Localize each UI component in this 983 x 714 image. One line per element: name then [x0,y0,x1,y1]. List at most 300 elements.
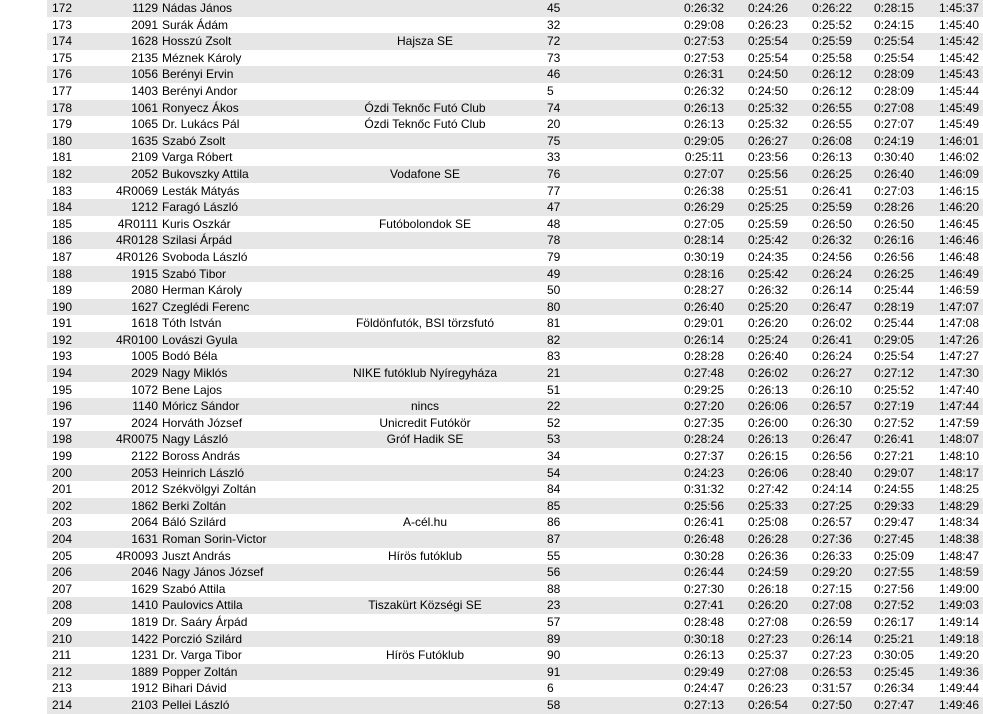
split-2-cell: 0:25:42 [724,232,788,249]
bib-number-cell: 1915 [88,266,158,283]
bib-number-cell: 4R0111 [88,216,158,233]
split-4-cell: 0:25:09 [852,548,914,565]
split-3-cell: 0:25:59 [788,199,852,216]
split-2-cell: 0:25:20 [724,299,788,316]
split-4-cell: 0:28:26 [852,199,914,216]
runner-name-cell: Lesták Mátyás [158,183,325,200]
split-1-cell: 0:27:05 [672,216,724,233]
table-row [47,597,983,614]
bib-number-cell: 1065 [88,116,158,133]
total-time-cell: 1:49:03 [914,597,983,614]
club-cell [325,0,525,17]
runner-name-cell: Berényi Andor [158,83,325,100]
position-cell: 210 [47,631,88,648]
bib-number-cell: 4R0075 [88,431,158,448]
position-cell: 201 [47,481,88,498]
total-time-cell: 1:46:59 [914,282,983,299]
split-2-cell: 0:25:56 [724,166,788,183]
category-rank-cell: 54 [525,465,672,482]
split-2-cell: 0:24:50 [724,66,788,83]
table-row [47,216,983,233]
split-4-cell: 0:26:16 [852,232,914,249]
club-cell [325,531,525,548]
split-4-cell: 0:27:19 [852,398,914,415]
runner-name-cell: Nagy László [158,431,325,448]
split-3-cell: 0:26:30 [788,415,852,432]
table-row [47,0,983,17]
bib-number-cell: 2135 [88,50,158,67]
split-4-cell: 0:24:15 [852,17,914,34]
split-1-cell: 0:31:32 [672,481,724,498]
category-rank-cell: 49 [525,266,672,283]
split-3-cell: 0:26:53 [788,664,852,681]
club-cell [325,498,525,515]
table-row [47,398,983,415]
bib-number-cell: 4R0126 [88,249,158,266]
bib-number-cell: 1629 [88,581,158,598]
bib-number-cell: 1912 [88,680,158,697]
table-row [47,481,983,498]
split-4-cell: 0:27:52 [852,415,914,432]
runner-name-cell: Berki Zoltán [158,498,325,515]
table-row [47,498,983,515]
category-rank-cell: 57 [525,614,672,631]
split-3-cell: 0:27:25 [788,498,852,515]
category-rank-cell: 72 [525,33,672,50]
split-1-cell: 0:24:23 [672,465,724,482]
club-cell [325,83,525,100]
runner-name-cell: Porczió Szilárd [158,631,325,648]
club-cell [325,133,525,150]
split-3-cell: 0:26:57 [788,514,852,531]
split-4-cell: 0:30:05 [852,647,914,664]
split-3-cell: 0:24:56 [788,249,852,266]
total-time-cell: 1:47:07 [914,299,983,316]
split-4-cell: 0:27:21 [852,448,914,465]
split-1-cell: 0:24:47 [672,680,724,697]
split-4-cell: 0:28:09 [852,83,914,100]
runner-name-cell: Ronyecz Ákos [158,100,325,117]
split-4-cell: 0:24:55 [852,481,914,498]
total-time-cell: 1:49:00 [914,581,983,598]
split-3-cell: 0:26:24 [788,348,852,365]
split-1-cell: 0:26:29 [672,199,724,216]
split-4-cell: 0:24:19 [852,133,914,150]
total-time-cell: 1:45:49 [914,116,983,133]
total-time-cell: 1:47:44 [914,398,983,415]
position-cell: 196 [47,398,88,415]
position-cell: 205 [47,548,88,565]
club-cell: Ózdi Teknőc Futó Club [325,116,525,133]
split-1-cell: 0:27:07 [672,166,724,183]
category-rank-cell: 90 [525,647,672,664]
category-rank-cell: 22 [525,398,672,415]
club-cell: nincs [325,398,525,415]
split-2-cell: 0:27:23 [724,631,788,648]
split-2-cell: 0:26:32 [724,282,788,299]
runner-name-cell: Roman Sorin-Victor [158,531,325,548]
split-3-cell: 0:26:47 [788,431,852,448]
club-cell [325,332,525,349]
category-rank-cell: 56 [525,564,672,581]
total-time-cell: 1:49:46 [914,697,983,714]
runner-name-cell: Szabó Tibor [158,266,325,283]
split-3-cell: 0:27:50 [788,697,852,714]
club-cell [325,282,525,299]
bib-number-cell: 1422 [88,631,158,648]
runner-name-cell: Svoboda László [158,249,325,266]
split-2-cell: 0:26:02 [724,365,788,382]
position-cell: 186 [47,232,88,249]
total-time-cell: 1:49:20 [914,647,983,664]
split-4-cell: 0:27:03 [852,183,914,200]
total-time-cell: 1:48:47 [914,548,983,565]
runner-name-cell: Dr. Saáry Árpád [158,614,325,631]
split-4-cell: 0:25:52 [852,382,914,399]
split-3-cell: 0:27:15 [788,581,852,598]
position-cell: 180 [47,133,88,150]
bib-number-cell: 2122 [88,448,158,465]
split-1-cell: 0:26:44 [672,564,724,581]
position-cell: 214 [47,697,88,714]
split-2-cell: 0:24:50 [724,83,788,100]
split-3-cell: 0:26:14 [788,282,852,299]
position-cell: 181 [47,149,88,166]
split-2-cell: 0:25:32 [724,116,788,133]
club-cell: Hírös futóklub [325,548,525,565]
category-rank-cell: 52 [525,415,672,432]
bib-number-cell: 1212 [88,199,158,216]
club-cell [325,481,525,498]
bib-number-cell: 1231 [88,647,158,664]
category-rank-cell: 47 [525,199,672,216]
split-2-cell: 0:26:36 [724,548,788,565]
split-2-cell: 0:26:20 [724,597,788,614]
split-1-cell: 0:28:24 [672,431,724,448]
split-4-cell: 0:26:17 [852,614,914,631]
club-cell [325,382,525,399]
split-4-cell: 0:25:45 [852,664,914,681]
split-3-cell: 0:26:33 [788,548,852,565]
split-1-cell: 0:30:19 [672,249,724,266]
runner-name-cell: Paulovics Attila [158,597,325,614]
club-cell [325,199,525,216]
club-cell [325,564,525,581]
club-cell [325,465,525,482]
split-1-cell: 0:27:30 [672,581,724,598]
split-2-cell: 0:26:06 [724,465,788,482]
split-1-cell: 0:30:18 [672,631,724,648]
club-cell: Hajsza SE [325,33,525,50]
split-4-cell: 0:30:40 [852,149,914,166]
split-4-cell: 0:28:15 [852,0,914,17]
total-time-cell: 1:48:17 [914,465,983,482]
position-cell: 195 [47,382,88,399]
split-1-cell: 0:29:01 [672,315,724,332]
split-2-cell: 0:25:54 [724,50,788,67]
runner-name-cell: Lovászi Gyula [158,332,325,349]
total-time-cell: 1:45:44 [914,83,983,100]
category-rank-cell: 23 [525,597,672,614]
total-time-cell: 1:46:46 [914,232,983,249]
position-cell: 204 [47,531,88,548]
split-4-cell: 0:25:44 [852,315,914,332]
position-cell: 212 [47,664,88,681]
category-rank-cell: 32 [525,17,672,34]
table-row [47,431,983,448]
category-rank-cell: 78 [525,232,672,249]
total-time-cell: 1:49:36 [914,664,983,681]
split-1-cell: 0:26:13 [672,116,724,133]
table-row [47,282,983,299]
category-rank-cell: 82 [525,332,672,349]
table-row [47,548,983,565]
runner-name-cell: Bodó Béla [158,348,325,365]
split-2-cell: 0:24:59 [724,564,788,581]
table-row [47,116,983,133]
club-cell: Hírös Futóklub [325,647,525,664]
split-2-cell: 0:25:54 [724,33,788,50]
club-cell [325,581,525,598]
category-rank-cell: 53 [525,431,672,448]
table-row [47,465,983,482]
split-3-cell: 0:26:24 [788,266,852,283]
split-1-cell: 0:27:53 [672,33,724,50]
runner-name-cell: Bukovszky Attila [158,166,325,183]
split-2-cell: 0:26:13 [724,431,788,448]
runner-name-cell: Faragó László [158,199,325,216]
bib-number-cell: 2012 [88,481,158,498]
split-1-cell: 0:26:48 [672,531,724,548]
runner-name-cell: Móricz Sándor [158,398,325,415]
bib-number-cell: 2109 [88,149,158,166]
position-cell: 213 [47,680,88,697]
category-rank-cell: 50 [525,282,672,299]
split-1-cell: 0:26:41 [672,514,724,531]
bib-number-cell: 1889 [88,664,158,681]
total-time-cell: 1:48:29 [914,498,983,515]
split-1-cell: 0:29:08 [672,17,724,34]
runner-name-cell: Hosszú Zsolt [158,33,325,50]
split-4-cell: 0:25:54 [852,33,914,50]
split-4-cell: 0:27:56 [852,581,914,598]
bib-number-cell: 4R0093 [88,548,158,565]
split-2-cell: 0:26:28 [724,531,788,548]
total-time-cell: 1:46:49 [914,266,983,283]
runner-name-cell: Nagy János József [158,564,325,581]
split-3-cell: 0:26:12 [788,66,852,83]
split-2-cell: 0:25:08 [724,514,788,531]
split-2-cell: 0:25:59 [724,216,788,233]
split-2-cell: 0:23:56 [724,149,788,166]
club-cell: Unicredit Futókör [325,415,525,432]
split-3-cell: 0:26:56 [788,448,852,465]
total-time-cell: 1:47:08 [914,315,983,332]
split-3-cell: 0:27:36 [788,531,852,548]
total-time-cell: 1:45:42 [914,33,983,50]
category-rank-cell: 6 [525,680,672,697]
split-4-cell: 0:26:41 [852,431,914,448]
split-3-cell: 0:26:10 [788,382,852,399]
bib-number-cell: 1129 [88,0,158,17]
runner-name-cell: Varga Róbert [158,149,325,166]
split-4-cell: 0:29:33 [852,498,914,515]
runner-name-cell: Szabó Zsolt [158,133,325,150]
category-rank-cell: 87 [525,531,672,548]
category-rank-cell: 33 [525,149,672,166]
total-time-cell: 1:48:10 [914,448,983,465]
runner-name-cell: Dr. Lukács Pál [158,116,325,133]
table-row [47,83,983,100]
table-row [47,149,983,166]
split-4-cell: 0:28:19 [852,299,914,316]
split-1-cell: 0:26:13 [672,647,724,664]
total-time-cell: 1:46:48 [914,249,983,266]
split-1-cell: 0:26:40 [672,299,724,316]
total-time-cell: 1:46:20 [914,199,983,216]
position-cell: 202 [47,498,88,515]
total-time-cell: 1:49:18 [914,631,983,648]
split-4-cell: 0:27:07 [852,116,914,133]
bib-number-cell: 1627 [88,299,158,316]
position-cell: 183 [47,183,88,200]
bib-number-cell: 1628 [88,33,158,50]
table-row [47,614,983,631]
table-row [47,232,983,249]
split-1-cell: 0:27:20 [672,398,724,415]
bib-number-cell: 1403 [88,83,158,100]
split-2-cell: 0:24:35 [724,249,788,266]
position-cell: 197 [47,415,88,432]
split-3-cell: 0:27:23 [788,647,852,664]
total-time-cell: 1:46:01 [914,133,983,150]
club-cell [325,680,525,697]
split-3-cell: 0:25:58 [788,50,852,67]
total-time-cell: 1:45:43 [914,66,983,83]
bib-number-cell: 2091 [88,17,158,34]
position-cell: 177 [47,83,88,100]
club-cell [325,631,525,648]
split-3-cell: 0:26:47 [788,299,852,316]
split-1-cell: 0:27:37 [672,448,724,465]
split-1-cell: 0:26:38 [672,183,724,200]
split-2-cell: 0:26:00 [724,415,788,432]
table-row [47,564,983,581]
split-1-cell: 0:26:32 [672,83,724,100]
split-3-cell: 0:27:08 [788,597,852,614]
category-rank-cell: 74 [525,100,672,117]
table-row [47,332,983,349]
split-2-cell: 0:26:15 [724,448,788,465]
total-time-cell: 1:48:25 [914,481,983,498]
split-4-cell: 0:25:54 [852,50,914,67]
split-3-cell: 0:28:40 [788,465,852,482]
position-cell: 191 [47,315,88,332]
split-2-cell: 0:26:54 [724,697,788,714]
total-time-cell: 1:45:42 [914,50,983,67]
bib-number-cell: 2064 [88,514,158,531]
total-time-cell: 1:47:40 [914,382,983,399]
split-1-cell: 0:28:28 [672,348,724,365]
category-rank-cell: 91 [525,664,672,681]
club-cell [325,249,525,266]
split-1-cell: 0:30:28 [672,548,724,565]
split-4-cell: 0:29:47 [852,514,914,531]
club-cell [325,697,525,714]
split-2-cell: 0:26:18 [724,581,788,598]
split-2-cell: 0:24:26 [724,0,788,17]
table-row [47,183,983,200]
runner-name-cell: Juszt András [158,548,325,565]
split-3-cell: 0:29:20 [788,564,852,581]
split-2-cell: 0:26:23 [724,680,788,697]
split-3-cell: 0:26:12 [788,83,852,100]
position-cell: 184 [47,199,88,216]
category-rank-cell: 58 [525,697,672,714]
total-time-cell: 1:48:38 [914,531,983,548]
table-row [47,647,983,664]
split-1-cell: 0:29:25 [672,382,724,399]
split-4-cell: 0:27:45 [852,531,914,548]
table-row [47,315,983,332]
position-cell: 206 [47,564,88,581]
club-cell [325,266,525,283]
bib-number-cell: 1072 [88,382,158,399]
category-rank-cell: 46 [525,66,672,83]
split-2-cell: 0:26:23 [724,17,788,34]
split-4-cell: 0:27:12 [852,365,914,382]
split-4-cell: 0:29:07 [852,465,914,482]
split-2-cell: 0:25:32 [724,100,788,117]
total-time-cell: 1:48:59 [914,564,983,581]
runner-name-cell: Boross András [158,448,325,465]
runner-name-cell: Heinrich László [158,465,325,482]
total-time-cell: 1:48:07 [914,431,983,448]
bib-number-cell: 2029 [88,365,158,382]
split-3-cell: 0:26:50 [788,216,852,233]
total-time-cell: 1:46:02 [914,149,983,166]
total-time-cell: 1:49:14 [914,614,983,631]
split-3-cell: 0:26:14 [788,631,852,648]
bib-number-cell: 1140 [88,398,158,415]
category-rank-cell: 81 [525,315,672,332]
bib-number-cell: 2053 [88,465,158,482]
table-row [47,448,983,465]
total-time-cell: 1:45:40 [914,17,983,34]
split-2-cell: 0:25:42 [724,266,788,283]
split-3-cell: 0:26:55 [788,100,852,117]
club-cell: NIKE futóklub Nyíregyháza [325,365,525,382]
position-cell: 179 [47,116,88,133]
bib-number-cell: 2024 [88,415,158,432]
category-rank-cell: 55 [525,548,672,565]
split-1-cell: 0:28:27 [672,282,724,299]
runner-name-cell: Surák Ádám [158,17,325,34]
table-row [47,348,983,365]
runner-name-cell: Bihari Dávid [158,680,325,697]
position-cell: 182 [47,166,88,183]
position-cell: 185 [47,216,88,233]
table-row [47,50,983,67]
split-2-cell: 0:27:08 [724,664,788,681]
category-rank-cell: 79 [525,249,672,266]
split-1-cell: 0:26:14 [672,332,724,349]
split-1-cell: 0:25:11 [672,149,724,166]
bib-number-cell: 4R0128 [88,232,158,249]
split-3-cell: 0:26:02 [788,315,852,332]
bib-number-cell: 1056 [88,66,158,83]
split-4-cell: 0:25:54 [852,348,914,365]
